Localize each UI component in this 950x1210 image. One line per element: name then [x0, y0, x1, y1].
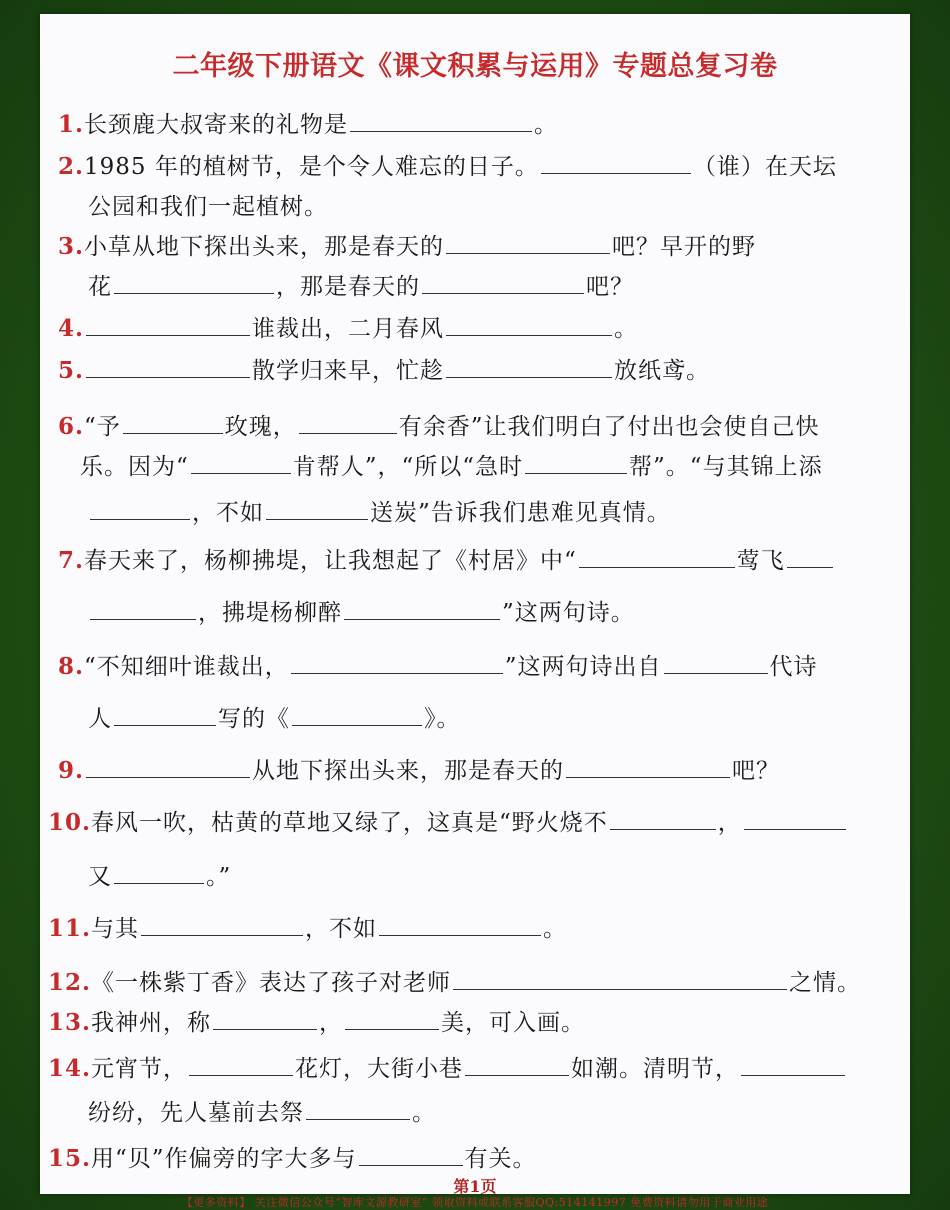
answer-blank[interactable] — [114, 703, 216, 726]
answer-blank[interactable] — [86, 313, 250, 336]
answer-blank[interactable] — [191, 451, 291, 474]
question-6-cont-1 — [80, 448, 890, 481]
question-8 — [58, 648, 890, 681]
question-number: 5. — [58, 357, 85, 384]
answer-blank[interactable] — [291, 651, 503, 674]
question-13 — [48, 1004, 890, 1037]
answer-blank[interactable] — [86, 755, 250, 778]
question-2-cont — [88, 188, 890, 221]
question-number: 8. — [58, 653, 85, 680]
question-10-cont — [88, 858, 890, 891]
question-1 — [58, 106, 890, 139]
question-text: 纷纷，先人墓前去祭 — [88, 1100, 304, 1126]
question-number: 13. — [48, 1009, 92, 1036]
answer-blank[interactable] — [664, 651, 768, 674]
question-14-cont — [88, 1094, 890, 1127]
question-text: 有余香”让我们明白了付出也会使自己快 — [398, 414, 820, 440]
question-text: 我神州，称 — [91, 1010, 212, 1036]
question-text: ，那是春天的 — [276, 274, 420, 300]
question-text: 春天来了，杨柳拂堤，让我想起了《村居》中“ — [84, 548, 577, 574]
answer-blank[interactable] — [213, 1007, 317, 1030]
question-4 — [58, 310, 890, 343]
question-text: （谁）在天坛 — [692, 154, 837, 180]
question-14 — [48, 1050, 890, 1083]
answer-blank[interactable] — [446, 313, 612, 336]
question-text: 乐。因为“ — [80, 454, 189, 480]
question-5 — [58, 352, 890, 385]
question-text: 。 — [543, 916, 568, 942]
answer-blank[interactable] — [90, 497, 190, 520]
answer-blank[interactable] — [86, 355, 250, 378]
question-text: “予 — [84, 414, 121, 440]
answer-blank[interactable] — [345, 1007, 439, 1030]
question-text: 吧？ — [586, 274, 634, 300]
question-6-cont-2 — [88, 494, 890, 527]
footer-watermark: 【更多资料】 关注微信公众号“智库文源教研室” 领取资料或联系客服QQ:514141997 免费资料请勿用于商业用途 — [181, 1196, 769, 1209]
question-text: 。 — [412, 1100, 436, 1126]
question-11 — [48, 910, 890, 943]
question-7-cont — [88, 594, 890, 627]
question-text: 肯帮人”，“所以“急时 — [292, 454, 524, 480]
question-text: 吧？早开的野 — [612, 234, 757, 260]
answer-blank[interactable] — [114, 271, 274, 294]
answer-blank[interactable] — [114, 861, 204, 884]
question-text: 。 — [614, 316, 639, 342]
answer-blank[interactable] — [465, 1053, 569, 1076]
answer-blank[interactable] — [90, 597, 196, 620]
question-number: 4. — [58, 315, 85, 342]
question-text: 放纸鸢。 — [614, 358, 711, 384]
question-10 — [48, 804, 890, 837]
question-text: 吧？ — [732, 758, 781, 784]
question-text: 花 — [88, 274, 112, 300]
question-text: 有关。 — [464, 1146, 537, 1172]
question-text: ”这两句诗。 — [502, 600, 635, 626]
answer-blank[interactable] — [350, 109, 532, 132]
question-text: ”这两句诗出自 — [504, 654, 662, 680]
question-text: 送炭”告诉我们患难见真情。 — [370, 500, 671, 526]
answer-blank[interactable] — [292, 703, 422, 726]
question-9 — [58, 752, 890, 785]
answer-blank[interactable] — [453, 967, 787, 990]
question-text: 元宵节， — [91, 1056, 188, 1082]
answer-blank[interactable] — [446, 231, 610, 254]
answer-blank[interactable] — [446, 355, 612, 378]
question-number: 12. — [48, 969, 92, 996]
question-text: 如潮。清明节， — [571, 1056, 740, 1082]
answer-blank[interactable] — [359, 1143, 463, 1166]
question-number: 14. — [48, 1055, 92, 1082]
question-number: 10. — [48, 809, 92, 836]
question-text: 代诗 — [769, 654, 818, 680]
page-title: 二年级下册语文《课文积累与运用》专题总复习卷 — [172, 51, 778, 82]
question-text: 》。 — [424, 706, 461, 732]
question-text: ，拂堤杨柳醉 — [198, 600, 342, 626]
question-text: 小草从地下探出头来，那是春天的 — [84, 234, 445, 260]
question-text: 《一株紫丁香》表达了孩子对老师 — [91, 970, 452, 996]
question-number: 1. — [58, 111, 85, 138]
answer-blank[interactable] — [141, 913, 303, 936]
question-text: 之情。 — [789, 970, 862, 996]
question-number: 6. — [58, 413, 85, 440]
question-text: 。 — [534, 112, 559, 138]
question-text: ， — [319, 1010, 344, 1036]
answer-blank[interactable] — [422, 271, 584, 294]
question-number: 9. — [58, 757, 85, 784]
question-text: 美，可入画。 — [441, 1010, 586, 1036]
question-text: ，不如 — [192, 500, 264, 526]
answer-blank[interactable] — [306, 1097, 410, 1120]
question-8-cont — [88, 700, 890, 733]
question-6 — [58, 408, 890, 441]
answer-blank[interactable] — [379, 913, 541, 936]
question-text: 公园和我们一起植树。 — [88, 194, 328, 220]
worksheet-page — [40, 14, 910, 1194]
answer-blank[interactable] — [787, 545, 833, 568]
answer-blank[interactable] — [566, 755, 730, 778]
answer-blank[interactable] — [610, 807, 716, 830]
answer-blank[interactable] — [266, 497, 368, 520]
question-text: 谁裁出，二月春风 — [252, 316, 445, 342]
question-text: 散学归来早，忙趁 — [252, 358, 445, 384]
answer-blank[interactable] — [123, 411, 223, 434]
question-3 — [58, 228, 890, 261]
question-text: 帮”。“与其锦上添 — [629, 454, 823, 480]
question-2 — [58, 148, 890, 181]
question-text: 写的《 — [218, 706, 290, 732]
answer-blank[interactable] — [299, 411, 397, 434]
question-text: 人 — [88, 706, 112, 732]
answer-blank[interactable] — [741, 1053, 845, 1076]
answer-blank[interactable] — [579, 545, 735, 568]
question-15 — [48, 1140, 890, 1173]
answer-blank[interactable] — [541, 151, 691, 174]
question-text: 用“贝”作偏旁的字大多与 — [91, 1146, 357, 1172]
question-text: 玫瑰， — [224, 414, 297, 440]
answer-blank[interactable] — [344, 597, 500, 620]
question-text: 与其 — [91, 916, 140, 942]
answer-blank[interactable] — [525, 451, 627, 474]
question-number: 11. — [48, 915, 92, 942]
question-text: 从地下探出头来，那是春天的 — [252, 758, 565, 784]
question-text: 。” — [206, 864, 232, 890]
question-number: 15. — [48, 1145, 92, 1172]
answer-blank[interactable] — [744, 807, 846, 830]
question-text: 莺飞 — [736, 548, 785, 574]
question-text: 春风一吹，枯黄的草地又绿了，这真是“野火烧不 — [91, 810, 608, 836]
question-text: ，不如 — [305, 916, 378, 942]
question-text: ， — [717, 810, 742, 836]
answer-blank[interactable] — [189, 1053, 293, 1076]
question-number: 7. — [58, 547, 85, 574]
question-number: 3. — [58, 233, 85, 260]
question-number: 2. — [58, 153, 85, 180]
question-text: 花灯，大街小巷 — [295, 1056, 464, 1082]
question-text: 又 — [88, 864, 112, 890]
question-text: 1985 年的植树节，是个令人难忘的日子。 — [84, 154, 539, 180]
question-7 — [58, 542, 890, 575]
question-text: 长颈鹿大叔寄来的礼物是 — [84, 112, 349, 138]
question-12 — [48, 964, 890, 997]
question-text: “不知细叶谁裁出， — [84, 654, 289, 680]
page-number: 第1页 — [453, 1177, 497, 1196]
question-3-cont — [88, 268, 890, 301]
